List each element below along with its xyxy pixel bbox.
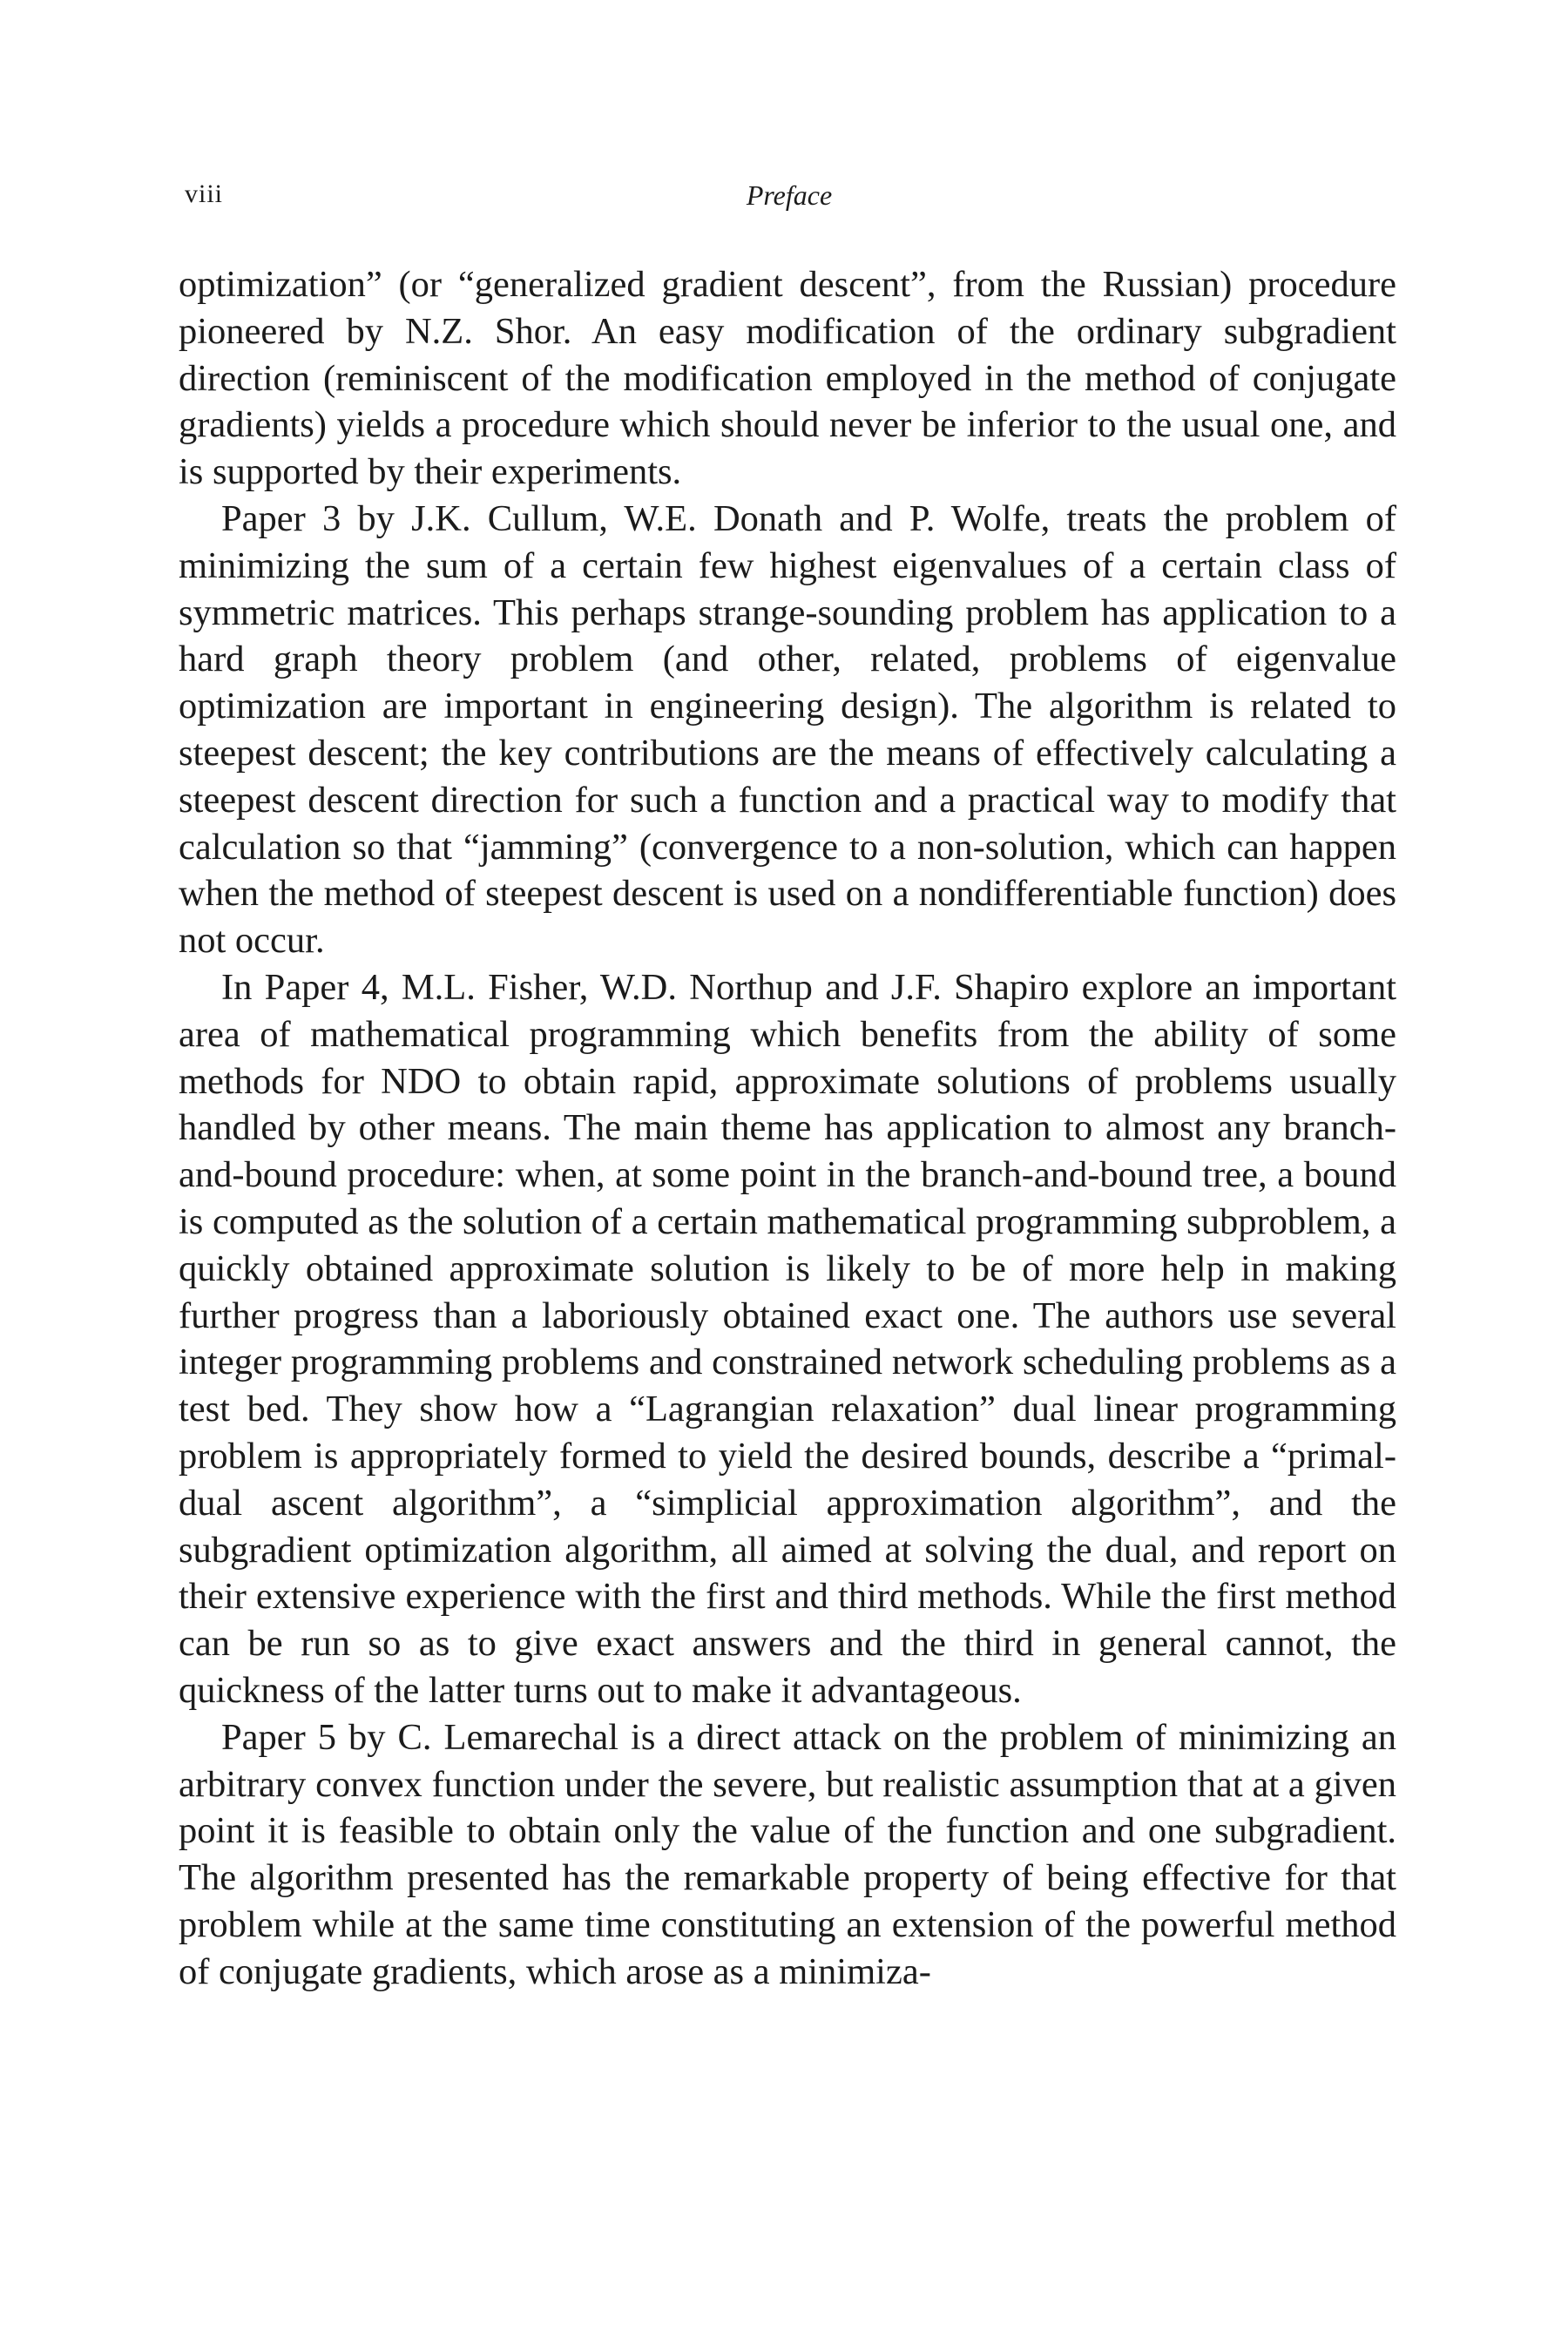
page-number: viii <box>185 179 224 208</box>
paragraph-paper-3: Paper 3 by J.K. Cullum, W.E. Donath and P. Wolfe, treats the problem of minimizing the sum of a certain few highest eigenvalues of a certain class of symmetric matrices. This perhaps strange-sounding problem has application to a hard graph theory problem (and other, related, problems of eigenvalue optimization are important in engineering design). The algorithm is related to steepest descent; the key contributions are the means of effectively calculating a steepest descent direction for such a function and a practical way to modify that calculation so that “jamming” (convergence to a non-solution, which can happen when the method of steepest descent is used on a nondifferentiable function) does not occur. <box>179 497 1396 962</box>
paragraph-paper-4: In Paper 4, M.L. Fisher, W.D. Northup and J.F. Shapiro explore an important area of mathematical programming which benefits from the ability of some methods for NDO to obtain rapid, approximate solutions of problems usually handled by other means. The main theme has application to almost any branch-and-bound procedure: when, at some point in the branch-and-bound tree, a bound is computed as the solution of a certain mathematical programming subproblem, a quickly obtained approximate solution is likely to be of more help in making further progress than a laboriously obtained exact one. The authors use several integer programming problems and constrained network scheduling problems as a test bed. They show how a “Lagrangian relaxation” dual linear programming problem is appropriately formed to yield the desired bounds, describe a “primal-dual ascent algorithm”, a “simplicial approximation algorithm”, and the subgradient optimization algorithm, all aimed at solving the dual, and report on their extensive experience with the first and third methods. While the first method can be run so as to give exact answers and the third in general cannot, the quickness of the latter turns out to make it advantageous. <box>179 966 1396 1711</box>
page-header <box>185 179 1394 214</box>
paragraph-continuation: optimization” (or “generalized gradient descent”, from the Russian) procedure pioneered by N.Z. Shor. An easy modification of the ordinary subgradient direction (reminiscent of the modification employed in the method of conjugate gradients) yields a procedure which should never be inferior to the usual one, and is supported by their experiments. <box>179 264 1396 493</box>
body-text <box>179 261 1396 1995</box>
paragraph-paper-5: Paper 5 by C. Lemarechal is a direct attack on the problem of minimizing an arbitrary convex function under the severe, but realistic assumption that at a given point it is feasible to obtain only the value of the function and one subgradient. The algorithm presented has the remarkable property of being effective for that problem while at the same time constituting an extension of the powerful method of conjugate gradients, which arose as a minimiza- <box>179 1716 1396 1992</box>
running-title: Preface <box>746 179 833 211</box>
